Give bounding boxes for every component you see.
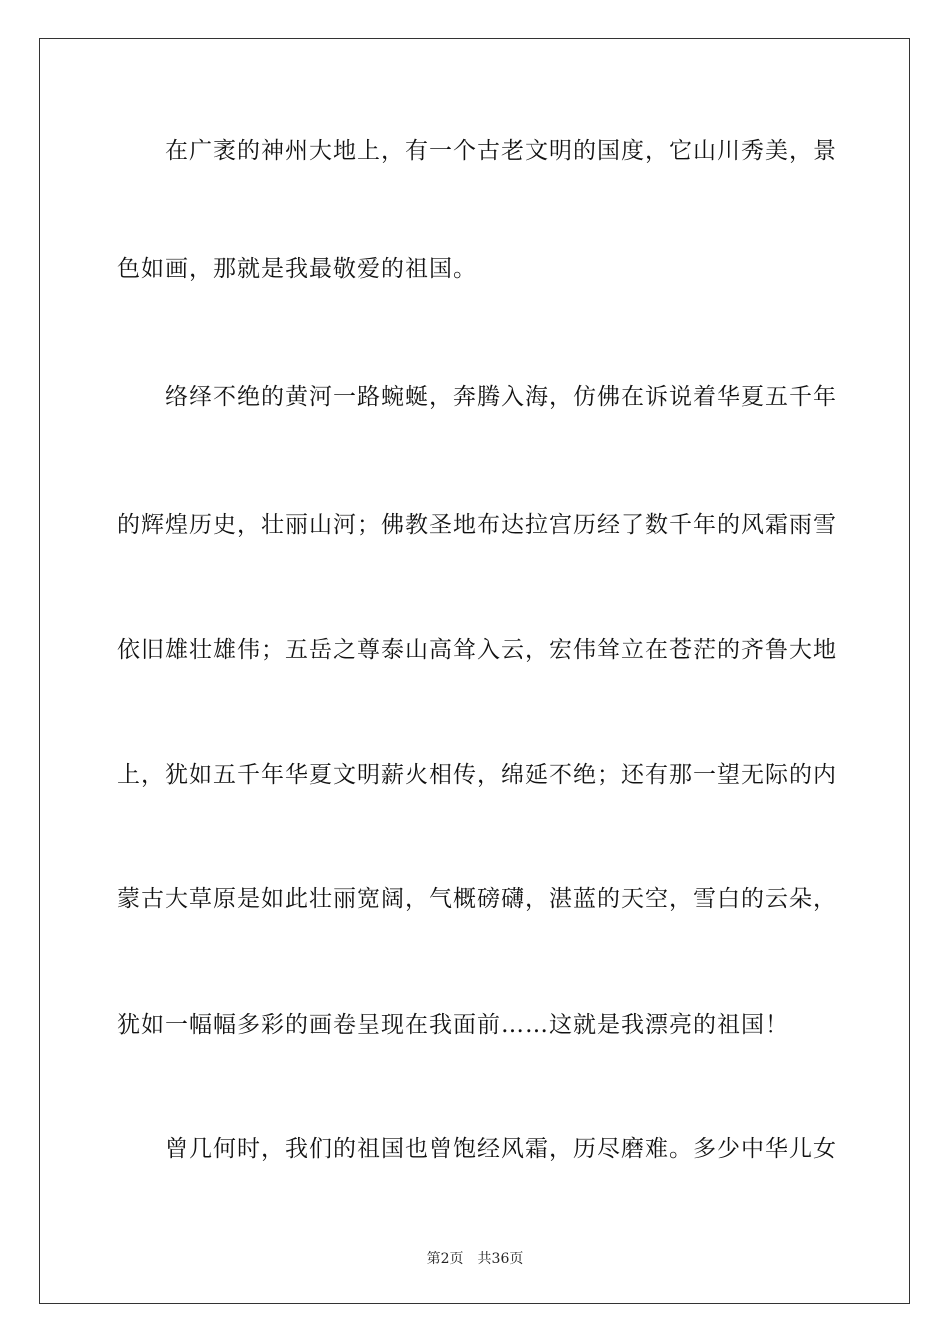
page-footer (0, 1248, 950, 1268)
paragraph-2-line-2: 的辉煌历史，壮丽山河；佛教圣地布达拉宫历经了数千年的风霜雨雪 (117, 512, 837, 538)
paragraph-2-line-6: 犹如一幅幅多彩的画卷呈现在我面前……这就是我漂亮的祖国！ (117, 1012, 789, 1038)
paragraph-3-line-1: 曾几何时，我们的祖国也曾饱经风霜，历尽磨难。多少中华儿女 (165, 1136, 837, 1162)
paragraph-2-line-3: 依旧雄壮雄伟；五岳之尊泰山高耸入云，宏伟耸立在苍茫的齐鲁大地 (117, 637, 837, 663)
paragraph-1-line-2: 色如画，那就是我最敬爱的祖国。 (117, 256, 477, 282)
page-total: 共36页 (477, 1251, 524, 1267)
paragraph-2-line-1: 络绎不绝的黄河一路蜿蜒，奔腾入海，仿佛在诉说着华夏五千年 (165, 384, 837, 410)
page-frame (39, 38, 910, 1304)
paragraph-2-line-4: 上，犹如五千年华夏文明薪火相传，绵延不绝；还有那一望无际的内 (117, 762, 837, 788)
paragraph-2-line-5: 蒙古大草原是如此壮丽宽阔，气概磅礴，湛蓝的天空，雪白的云朵， (117, 886, 837, 912)
paragraph-1-line-1: 在广袤的神州大地上，有一个古老文明的国度，它山川秀美，景 (165, 138, 837, 164)
page-number: 第2页 (426, 1251, 464, 1267)
